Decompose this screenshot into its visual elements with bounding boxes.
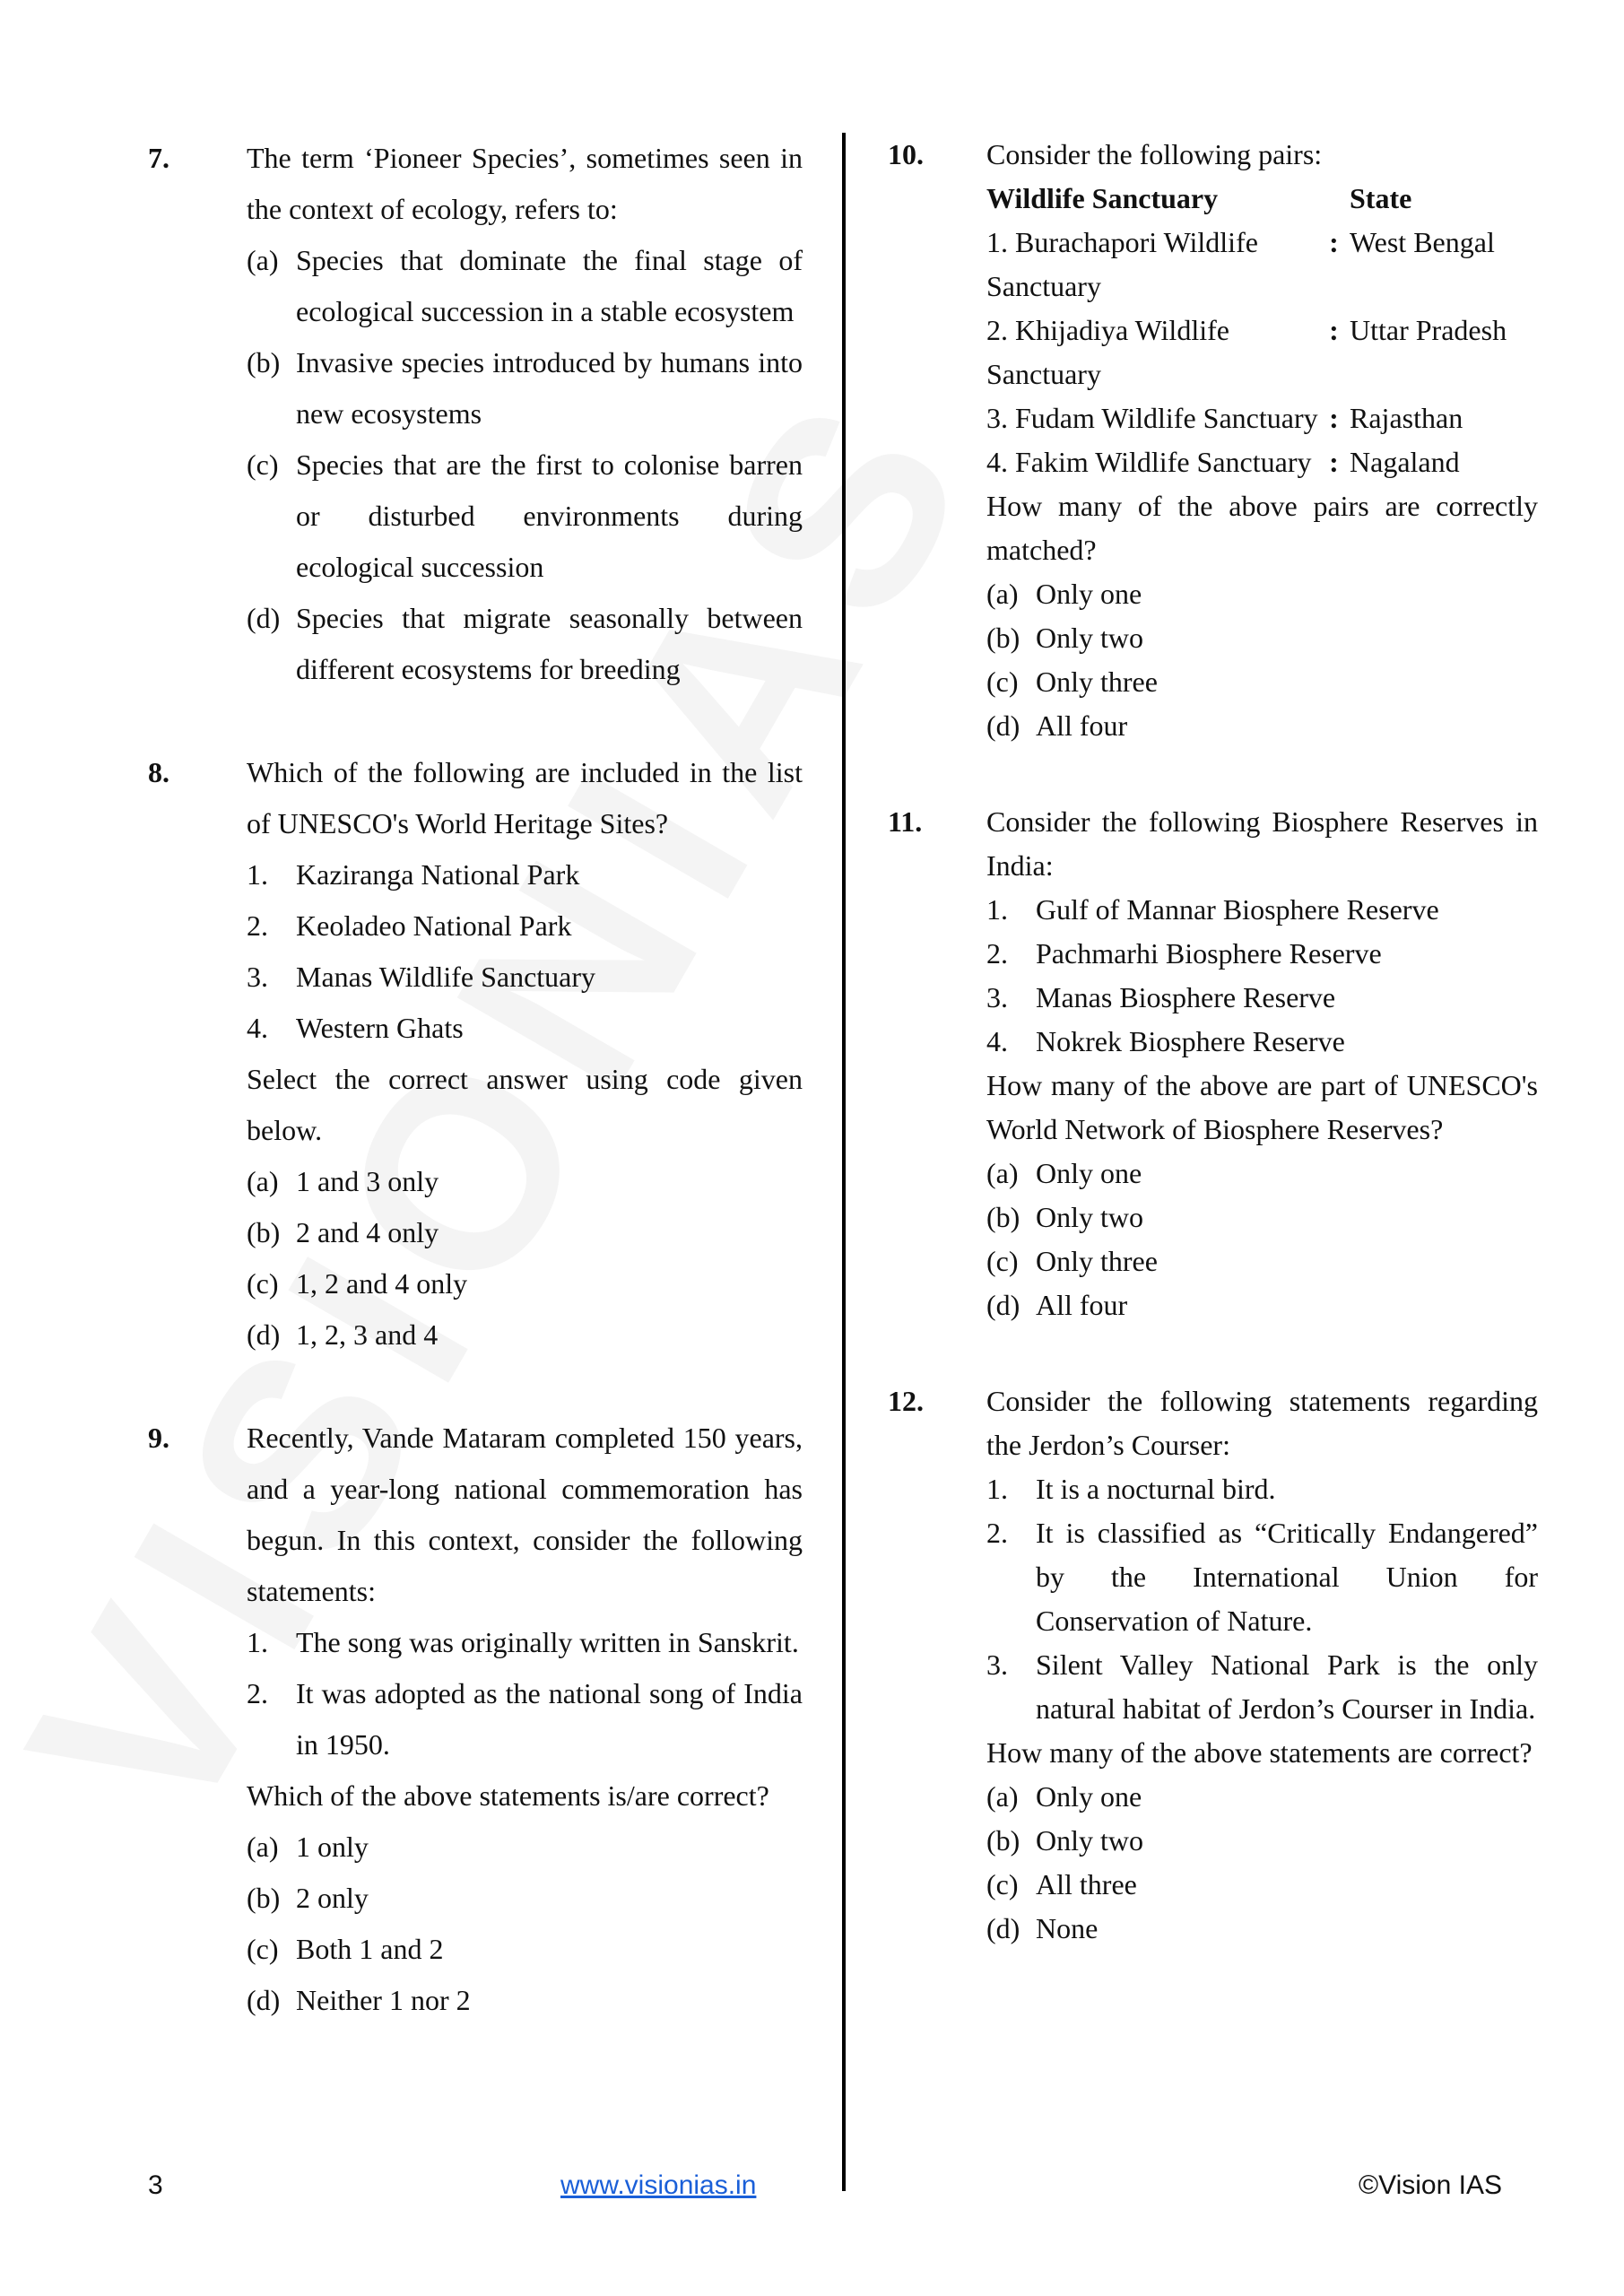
option-text: 1 and 3 only: [296, 1165, 439, 1197]
pair-separator: :: [1329, 402, 1339, 434]
list-text: Gulf of Mannar Biosphere Reserve: [1036, 893, 1439, 926]
option-text: 1 only: [296, 1831, 369, 1863]
list-text: The song was originally written in Sanskrit.: [296, 1626, 799, 1658]
list-text: Silent Valley National Park is the only natural habitat of Jerdon’s Courser in India.: [1036, 1648, 1538, 1725]
option-text: Both 1 and 2: [296, 1933, 444, 1965]
option-label: (a): [986, 578, 1019, 610]
option-label: (d): [247, 1318, 281, 1351]
list-label: 3.: [986, 981, 1008, 1013]
list-label: 2.: [247, 1677, 268, 1709]
pair-separator: :: [1329, 226, 1339, 258]
option-label: (c): [247, 1267, 279, 1300]
list-text: Manas Biosphere Reserve: [1036, 981, 1336, 1013]
option-label: (b): [247, 1882, 281, 1914]
table-row: [986, 440, 1538, 484]
option-d: [247, 593, 803, 695]
option-b: [247, 1873, 803, 1924]
column-header: Wildlife Sanctuary: [986, 182, 1219, 214]
option-d: [247, 1975, 803, 2026]
pairs-table: [986, 177, 1538, 484]
option-text: Only one: [1036, 1780, 1142, 1813]
pair-left: 2. Khijadiya Wildlife Sanctuary: [986, 314, 1229, 390]
option-c: [986, 1863, 1538, 1907]
option-label: (a): [247, 1165, 279, 1197]
list-label: 2.: [247, 909, 268, 942]
pairs-header-row: [986, 177, 1538, 221]
question-text: Recently, Vande Mataram completed 150 years, and a year-long national commemoration has begun. In this context, consider the following statements:: [247, 1422, 803, 1607]
option-text: Only three: [1036, 665, 1158, 698]
list-text: Pachmarhi Biosphere Reserve: [1036, 937, 1382, 970]
list-label: 3.: [247, 961, 268, 993]
option-c: [247, 1924, 803, 1975]
pair-right: Rajasthan: [1350, 402, 1463, 434]
option-label: (d): [986, 1912, 1020, 1944]
question-7: [148, 133, 803, 695]
option-b: [247, 1207, 803, 1258]
option-text: Only one: [1036, 1157, 1142, 1189]
website-link[interactable]: www.visionias.in: [560, 2170, 757, 2200]
option-b: [247, 337, 803, 439]
question-prompt: How many of the above statements are correct?: [986, 1736, 1533, 1769]
option-c: [247, 439, 803, 593]
question-text: Consider the following pairs:: [986, 138, 1323, 170]
list-label: 2.: [986, 1517, 1008, 1549]
option-label: (d): [986, 1289, 1020, 1321]
pair-right: West Bengal: [1350, 226, 1495, 258]
list-label: 3.: [986, 1648, 1008, 1681]
list-item: [986, 1643, 1538, 1731]
option-label: (b): [986, 622, 1020, 654]
question-prompt: Which of the above statements is/are correct?: [247, 1779, 769, 1812]
column-divider: [842, 133, 846, 2191]
list-text: It is classified as “Critically Endangered” by the International Union for Conservation of Nature.: [1036, 1517, 1538, 1637]
option-d: [986, 1907, 1538, 1951]
question-prompt: How many of the above pairs are correctly matched?: [986, 490, 1538, 566]
question-prompt: How many of the above are part of UNESCO's World Network of Biosphere Reserves?: [986, 1069, 1538, 1145]
option-a: [986, 1775, 1538, 1819]
list-text: Nokrek Biosphere Reserve: [1036, 1025, 1345, 1057]
question-number: 9.: [148, 1422, 169, 1454]
option-label: (b): [986, 1201, 1020, 1233]
question-number: 8.: [148, 756, 169, 788]
pair-left: 3. Fudam Wildlife Sanctuary: [986, 402, 1318, 434]
pair-separator: :: [1329, 314, 1339, 346]
option-label: (a): [986, 1780, 1019, 1813]
list-label: 1.: [986, 893, 1008, 926]
pair-separator: :: [1329, 446, 1339, 478]
list-item: [986, 1511, 1538, 1643]
list-text: Western Ghats: [296, 1012, 464, 1044]
option-label: (a): [247, 244, 279, 276]
option-label: (b): [247, 1216, 281, 1248]
option-a: [986, 1152, 1538, 1196]
option-label: (d): [247, 602, 281, 634]
pair-left: 4. Fakim Wildlife Sanctuary: [986, 446, 1312, 478]
option-a: [247, 1156, 803, 1207]
list-item: [247, 952, 803, 1003]
option-a: [247, 1822, 803, 1873]
question-9: [148, 1413, 803, 2026]
option-b: [986, 1196, 1538, 1239]
right-column: [888, 133, 1538, 2003]
option-text: 1, 2 and 4 only: [296, 1267, 468, 1300]
list-text: It was adopted as the national song of India in 1950.: [296, 1677, 803, 1761]
option-label: (a): [986, 1157, 1019, 1189]
question-10: [888, 133, 1538, 748]
option-text: 2 only: [296, 1882, 369, 1914]
question-8: [148, 747, 803, 1361]
option-label: (d): [247, 1984, 281, 2016]
list-text: Kaziranga National Park: [296, 858, 580, 891]
question-text: Consider the following Biosphere Reserves in India:: [986, 805, 1538, 882]
option-text: Invasive species introduced by humans into new ecosystems: [296, 346, 803, 430]
left-column: [148, 133, 803, 2078]
option-label: (c): [986, 1868, 1019, 1900]
option-label: (b): [986, 1824, 1020, 1857]
pair-right: Nagaland: [1350, 446, 1460, 478]
list-label: 1.: [986, 1473, 1008, 1505]
option-text: 1, 2, 3 and 4: [296, 1318, 439, 1351]
question-11: [888, 800, 1538, 1327]
list-label: 2.: [986, 937, 1008, 970]
question-text: Which of the following are included in the list of UNESCO's World Heritage Sites?: [247, 756, 803, 839]
list-item: [986, 1020, 1538, 1064]
table-row: [986, 309, 1538, 396]
list-label: 4.: [986, 1025, 1008, 1057]
option-text: Only two: [1036, 1201, 1143, 1233]
question-12: [888, 1379, 1538, 1951]
list-text: It is a nocturnal bird.: [1036, 1473, 1276, 1505]
option-text: Only two: [1036, 1824, 1143, 1857]
list-item: [247, 900, 803, 952]
option-a: [986, 572, 1538, 616]
list-text: Manas Wildlife Sanctuary: [296, 961, 596, 993]
column-header-spacer: [1318, 177, 1350, 221]
pair-left: 1. Burachapori Wildlife Sanctuary: [986, 226, 1258, 302]
list-item: [247, 1617, 803, 1668]
option-c: [986, 660, 1538, 704]
option-d: [986, 1283, 1538, 1327]
option-label: (b): [247, 346, 281, 378]
option-label: (c): [986, 665, 1019, 698]
list-label: 1.: [247, 1626, 268, 1658]
option-text: Species that migrate seasonally between different ecosystems for breeding: [296, 602, 803, 685]
list-text: Keoladeo National Park: [296, 909, 572, 942]
option-text: Only three: [1036, 1245, 1158, 1277]
option-label: (a): [247, 1831, 279, 1863]
option-d: [986, 704, 1538, 748]
option-label: (c): [986, 1245, 1019, 1277]
option-text: All four: [1036, 1289, 1128, 1321]
option-text: Only two: [1036, 622, 1143, 654]
option-label: (c): [247, 448, 279, 481]
pair-right: Uttar Pradesh: [1350, 314, 1507, 346]
list-item: [247, 1003, 803, 1054]
question-text: The term ‘Pioneer Species’, sometimes seen in the context of ecology, refers to:: [247, 142, 803, 225]
question-number: 7.: [148, 142, 169, 174]
list-item: [986, 932, 1538, 976]
list-label: 1.: [247, 858, 268, 891]
option-label: (d): [986, 709, 1020, 742]
option-label: (c): [247, 1933, 279, 1965]
option-text: Species that dominate the final stage of ecological succession in a stable ecosystem: [296, 244, 803, 327]
question-text: Consider the following statements regarding the Jerdon’s Courser:: [986, 1385, 1538, 1461]
page-number: 3: [148, 2170, 163, 2200]
option-text: All three: [1036, 1868, 1137, 1900]
list-item: [247, 1668, 803, 1770]
copyright-notice: ©Vision IAS: [1359, 2170, 1502, 2200]
option-text: Neither 1 nor 2: [296, 1984, 471, 2016]
list-item: [247, 849, 803, 900]
list-item: [986, 1467, 1538, 1511]
option-text: All four: [1036, 709, 1128, 742]
table-row: [986, 396, 1538, 440]
option-b: [986, 1819, 1538, 1863]
option-b: [986, 616, 1538, 660]
question-number: 10.: [888, 138, 924, 170]
option-text: None: [1036, 1912, 1099, 1944]
option-c: [247, 1258, 803, 1309]
question-number: 11.: [888, 805, 923, 838]
column-header: State: [1350, 182, 1412, 214]
option-a: [247, 235, 803, 337]
question-number: 12.: [888, 1385, 924, 1417]
option-c: [986, 1239, 1538, 1283]
table-row: [986, 221, 1538, 309]
question-prompt: Select the correct answer using code given below.: [247, 1063, 803, 1146]
option-text: Only one: [1036, 578, 1142, 610]
option-text: 2 and 4 only: [296, 1216, 439, 1248]
list-item: [986, 888, 1538, 932]
option-text: Species that are the first to colonise barren or disturbed environments during ecological succession: [296, 448, 803, 583]
list-item: [986, 976, 1538, 1020]
option-d: [247, 1309, 803, 1361]
list-label: 4.: [247, 1012, 268, 1044]
